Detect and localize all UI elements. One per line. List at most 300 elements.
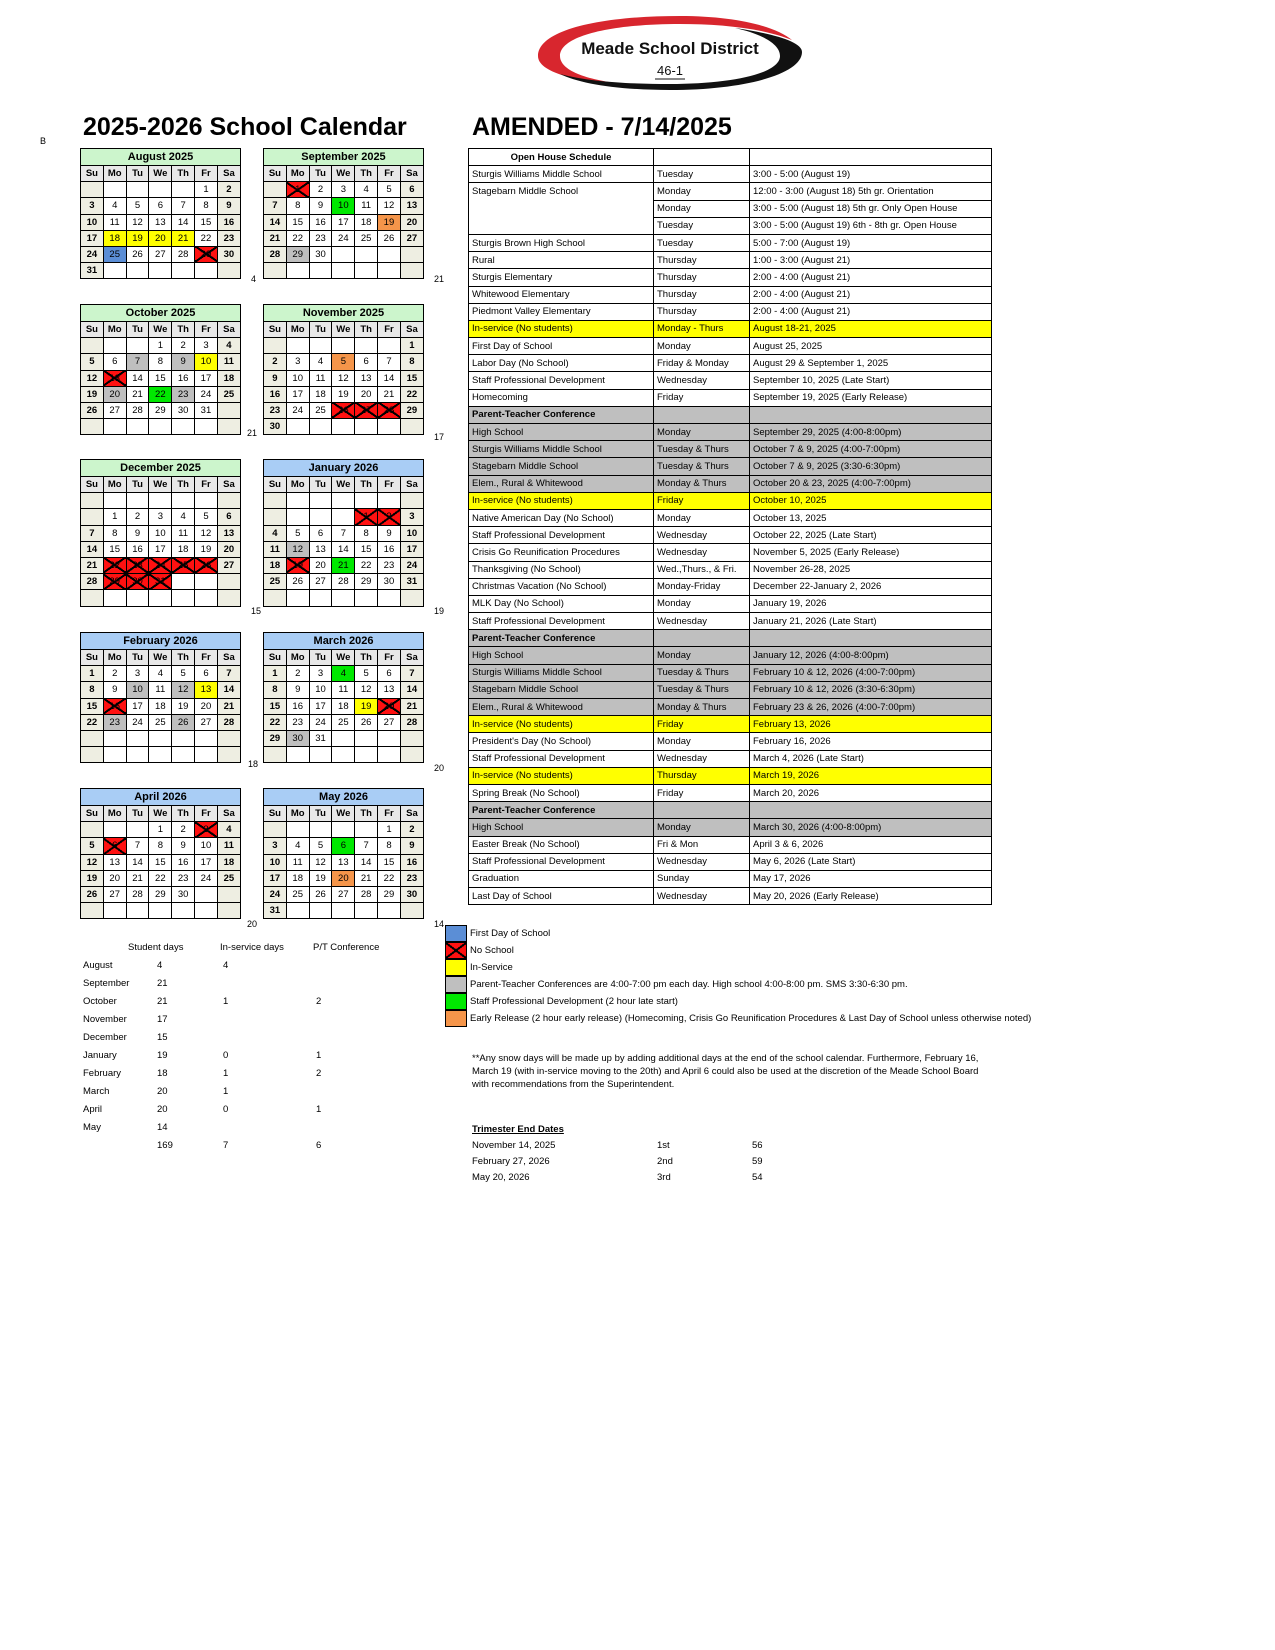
snow-day-note: **Any snow days will be made up by adding additional days at the end of the school calendar. Furthermore, February 16, March 19 (with in-service moving to the 20th) and April 6 could also be used at the discretion of the Meade School Board with recommendations from the Superintendent. bbox=[472, 1053, 979, 1090]
day-cell: 21 bbox=[400, 698, 423, 714]
day-header: Sa bbox=[217, 477, 240, 493]
day-cell: 23 bbox=[286, 714, 309, 730]
event-date: 2:00 - 4:00 (August 21) bbox=[750, 269, 992, 286]
month-title: October 2025 bbox=[81, 305, 241, 322]
legend-label: Parent-Teacher Conferences are 4:00-7:00 pm each day. High school 4:00-8:00 pm. SMS 3:30-6:30 pm. bbox=[470, 979, 908, 990]
day-cell bbox=[172, 590, 195, 606]
day-cell: 11 bbox=[149, 682, 172, 698]
day-cell bbox=[264, 590, 287, 606]
legend-item bbox=[445, 993, 1031, 1010]
day-count-cell: 18 bbox=[157, 1068, 168, 1079]
day-cell bbox=[172, 747, 195, 763]
day-cell bbox=[103, 590, 126, 606]
event-name: Stagebarn Middle School bbox=[469, 183, 654, 200]
day-cell bbox=[172, 493, 195, 509]
schedule-row bbox=[469, 595, 992, 612]
event-date: 3:00 - 5:00 (August 18) 5th gr. Only Open House bbox=[750, 200, 992, 217]
event-name: Sturgis Williams Middle School bbox=[469, 664, 654, 681]
day-cell bbox=[149, 263, 172, 279]
event-name: Sturgis Brown High School bbox=[469, 234, 654, 251]
day-cell bbox=[195, 886, 218, 902]
day-cell: 6 bbox=[332, 838, 355, 854]
day-header: Tu bbox=[309, 322, 332, 338]
schedule-row bbox=[469, 509, 992, 526]
day-cell: 4 bbox=[217, 822, 240, 838]
day-header: Th bbox=[355, 806, 378, 822]
event-name: Parent-Teacher Conference bbox=[469, 406, 654, 423]
day-cell: 3 bbox=[332, 182, 355, 198]
day-cell bbox=[81, 493, 104, 509]
day-cell: 27 bbox=[378, 714, 401, 730]
day-cell: 23 bbox=[400, 870, 423, 886]
day-cell: 18 bbox=[355, 214, 378, 230]
day-cell: 19 bbox=[172, 698, 195, 714]
event-name bbox=[469, 217, 654, 234]
day-cell: 28 bbox=[378, 402, 401, 418]
event-name: High School bbox=[469, 819, 654, 836]
day-cell bbox=[355, 822, 378, 838]
day-count-cell: 1 bbox=[223, 1068, 229, 1079]
day-cell: 19 bbox=[378, 214, 401, 230]
day-cell: 22 bbox=[286, 230, 309, 246]
event-date: October 20 & 23, 2025 (4:00-7:00pm) bbox=[750, 475, 992, 492]
schedule-row bbox=[469, 217, 992, 234]
day-cell: 14 bbox=[355, 854, 378, 870]
day-cell bbox=[332, 903, 355, 919]
day-header: Mo bbox=[286, 166, 309, 182]
event-date: March 30, 2026 (4:00-8:00pm) bbox=[750, 819, 992, 836]
day-cell: 14 bbox=[172, 214, 195, 230]
day-cell bbox=[286, 419, 309, 435]
day-cell: 9 bbox=[264, 370, 287, 386]
trimester-cell: May 20, 2026 bbox=[472, 1172, 530, 1183]
day-cell: 23 bbox=[103, 714, 126, 730]
event-name: Elem., Rural & Whitewood bbox=[469, 699, 654, 716]
day-cell: 20 bbox=[309, 557, 332, 573]
trimester-cell: 1st bbox=[657, 1140, 670, 1151]
legend-label: No School bbox=[470, 945, 514, 956]
day-cell: 4 bbox=[309, 354, 332, 370]
day-cell: 12 bbox=[195, 525, 218, 541]
day-cell bbox=[81, 747, 104, 763]
day-cell: 12 bbox=[286, 541, 309, 557]
day-count-cell: 21 bbox=[157, 996, 168, 1007]
day-cell: 13 bbox=[332, 854, 355, 870]
day-cell: 1 bbox=[81, 666, 104, 682]
event-date: January 19, 2026 bbox=[750, 595, 992, 612]
day-cell: 3 bbox=[286, 354, 309, 370]
day-header: Fr bbox=[378, 650, 401, 666]
day-cell: 31 bbox=[264, 903, 287, 919]
day-cell bbox=[103, 419, 126, 435]
day-cell: 1 bbox=[103, 509, 126, 525]
day-cell: 30 bbox=[309, 246, 332, 262]
event-day: Monday & Thurs bbox=[654, 475, 750, 492]
day-header: Su bbox=[81, 166, 104, 182]
day-cell: 13 bbox=[378, 682, 401, 698]
day-cell: 5 bbox=[332, 354, 355, 370]
day-cell: 18 bbox=[309, 386, 332, 402]
day-header: Mo bbox=[103, 806, 126, 822]
event-day: Friday bbox=[654, 492, 750, 509]
day-cell: 2 bbox=[126, 509, 149, 525]
month-day-count: 21 bbox=[434, 274, 445, 284]
event-name: First Day of School bbox=[469, 338, 654, 355]
day-header: Su bbox=[81, 806, 104, 822]
day-cell: 30 bbox=[217, 246, 240, 262]
day-cell: 23 bbox=[264, 402, 287, 418]
day-cell bbox=[355, 747, 378, 763]
schedule-row bbox=[469, 286, 992, 303]
day-cell: 30 bbox=[286, 730, 309, 746]
day-cell: 29 bbox=[264, 730, 287, 746]
trimester-row bbox=[472, 1156, 763, 1172]
day-cell bbox=[217, 903, 240, 919]
event-day: Tuesday & Thurs bbox=[654, 441, 750, 458]
trimester-cell: 56 bbox=[752, 1140, 763, 1151]
day-cell bbox=[309, 493, 332, 509]
amended-title: AMENDED - 7/14/2025 bbox=[472, 113, 732, 141]
day-count-cell: 21 bbox=[157, 978, 168, 989]
day-cell: 19 bbox=[195, 541, 218, 557]
schedule-row bbox=[469, 613, 992, 630]
day-cell: 6 bbox=[355, 354, 378, 370]
day-cell: 19 bbox=[286, 557, 309, 573]
day-cell: 16 bbox=[286, 698, 309, 714]
day-header: Fr bbox=[195, 477, 218, 493]
event-day: Monday bbox=[654, 819, 750, 836]
day-cell bbox=[126, 822, 149, 838]
day-cell bbox=[400, 747, 423, 763]
day-cell bbox=[264, 182, 287, 198]
event-day: Friday bbox=[654, 784, 750, 801]
day-cell bbox=[195, 419, 218, 435]
day-cell: 6 bbox=[149, 198, 172, 214]
day-cell bbox=[103, 493, 126, 509]
day-cell bbox=[81, 590, 104, 606]
day-cell: 8 bbox=[149, 838, 172, 854]
day-count-cell: 1 bbox=[223, 996, 229, 1007]
day-header: We bbox=[149, 477, 172, 493]
day-count-cell: 1 bbox=[223, 1086, 229, 1097]
day-cell: 1 bbox=[195, 182, 218, 198]
day-cell: 23 bbox=[172, 870, 195, 886]
schedule-row bbox=[469, 424, 992, 441]
legend-item bbox=[445, 942, 1031, 959]
schedule-row bbox=[469, 406, 992, 423]
day-cell: 15 bbox=[355, 541, 378, 557]
day-cell: 31 bbox=[400, 574, 423, 590]
day-header: Th bbox=[355, 477, 378, 493]
day-cell bbox=[355, 246, 378, 262]
day-cell: 12 bbox=[309, 854, 332, 870]
schedule-header: Open House Schedule bbox=[469, 149, 654, 166]
day-count-cell: 17 bbox=[157, 1014, 168, 1025]
day-cell: 12 bbox=[126, 214, 149, 230]
day-cell: 23 bbox=[309, 230, 332, 246]
day-cell: 13 bbox=[103, 370, 126, 386]
month-calendar bbox=[80, 304, 241, 435]
month-day-count: 4 bbox=[251, 274, 257, 284]
day-header: We bbox=[332, 650, 355, 666]
day-cell: 10 bbox=[309, 682, 332, 698]
event-day: Tuesday bbox=[654, 234, 750, 251]
day-cell bbox=[81, 182, 104, 198]
schedule-row bbox=[469, 441, 992, 458]
day-cell: 9 bbox=[309, 198, 332, 214]
day-cell bbox=[286, 590, 309, 606]
day-cell: 1 bbox=[286, 182, 309, 198]
day-cell: 1 bbox=[264, 666, 287, 682]
day-cell: 6 bbox=[103, 838, 126, 854]
event-day: Fri & Mon bbox=[654, 836, 750, 853]
legend-item bbox=[445, 925, 1031, 942]
event-date: 3:00 - 5:00 (August 19) 6th - 8th gr. Open House bbox=[750, 217, 992, 234]
event-name: Rural bbox=[469, 252, 654, 269]
day-cell bbox=[217, 590, 240, 606]
day-cell: 6 bbox=[400, 182, 423, 198]
event-date: 3:00 - 5:00 (August 19) bbox=[750, 166, 992, 183]
day-cell: 16 bbox=[309, 214, 332, 230]
day-header: Su bbox=[264, 322, 287, 338]
day-header: Mo bbox=[103, 477, 126, 493]
day-cell bbox=[400, 903, 423, 919]
day-cell bbox=[195, 747, 218, 763]
day-cell: 29 bbox=[355, 574, 378, 590]
day-cell: 5 bbox=[81, 838, 104, 854]
schedule-row bbox=[469, 320, 992, 337]
day-header: Th bbox=[172, 166, 195, 182]
event-date: December 22-January 2, 2026 bbox=[750, 578, 992, 595]
day-cell: 18 bbox=[103, 230, 126, 246]
event-day: Monday bbox=[654, 733, 750, 750]
trimester-title: Trimester End Dates bbox=[472, 1124, 564, 1135]
schedule-row bbox=[469, 853, 992, 870]
day-header: Fr bbox=[195, 166, 218, 182]
day-cell: 9 bbox=[126, 525, 149, 541]
day-cell: 29 bbox=[103, 574, 126, 590]
day-header: Mo bbox=[103, 650, 126, 666]
month-title: August 2025 bbox=[81, 149, 241, 166]
day-cell: 4 bbox=[355, 182, 378, 198]
event-day: Monday bbox=[654, 595, 750, 612]
schedule-row bbox=[469, 389, 992, 406]
day-cell: 24 bbox=[195, 870, 218, 886]
day-header: Th bbox=[355, 322, 378, 338]
event-day bbox=[654, 406, 750, 423]
schedule-row bbox=[469, 888, 992, 905]
day-cell: 28 bbox=[126, 402, 149, 418]
day-cell: 3 bbox=[81, 198, 104, 214]
day-count-cell: 1 bbox=[316, 1104, 322, 1115]
day-cell: 13 bbox=[217, 525, 240, 541]
day-cell: 25 bbox=[172, 557, 195, 573]
day-cell bbox=[378, 419, 401, 435]
day-cell: 5 bbox=[286, 525, 309, 541]
event-date: October 7 & 9, 2025 (3:30-6:30pm) bbox=[750, 458, 992, 475]
page-title: 2025-2026 School Calendar bbox=[83, 113, 407, 141]
day-cell: 4 bbox=[286, 838, 309, 854]
day-cell bbox=[172, 730, 195, 746]
legend-label: In-Service bbox=[470, 962, 513, 973]
day-count-cell: 20 bbox=[157, 1104, 168, 1115]
month-day-count: 18 bbox=[248, 759, 259, 769]
schedule-row bbox=[469, 647, 992, 664]
day-header: Mo bbox=[286, 650, 309, 666]
day-count-cell: 4 bbox=[157, 960, 163, 971]
day-cell: 31 bbox=[309, 730, 332, 746]
event-name: Staff Professional Development bbox=[469, 527, 654, 544]
legend-swatch bbox=[445, 925, 467, 942]
day-cell: 3 bbox=[149, 509, 172, 525]
day-cell bbox=[378, 747, 401, 763]
trimester-row bbox=[472, 1140, 763, 1156]
day-cell: 3 bbox=[126, 666, 149, 682]
month-calendar bbox=[263, 788, 424, 919]
month-calendar bbox=[80, 632, 241, 763]
day-cell: 14 bbox=[126, 854, 149, 870]
legend-swatch bbox=[445, 959, 467, 976]
day-cell bbox=[103, 730, 126, 746]
event-date: April 3 & 6, 2026 bbox=[750, 836, 992, 853]
day-header: Su bbox=[81, 322, 104, 338]
day-cell bbox=[172, 263, 195, 279]
event-name: Native American Day (No School) bbox=[469, 509, 654, 526]
day-cell: 26 bbox=[355, 714, 378, 730]
day-count-cell: 20 bbox=[157, 1086, 168, 1097]
day-count-cell: 15 bbox=[157, 1032, 168, 1043]
day-cell: 20 bbox=[400, 214, 423, 230]
day-cell bbox=[286, 903, 309, 919]
day-cell: 15 bbox=[400, 370, 423, 386]
day-cell bbox=[400, 730, 423, 746]
event-name: Graduation bbox=[469, 870, 654, 887]
day-cell: 9 bbox=[217, 198, 240, 214]
day-cell: 10 bbox=[400, 525, 423, 541]
event-name: Staff Professional Development bbox=[469, 372, 654, 389]
event-date: 12:00 - 3:00 (August 18) 5th gr. Orientation bbox=[750, 183, 992, 200]
day-header: Sa bbox=[217, 166, 240, 182]
day-cell: 1 bbox=[378, 822, 401, 838]
day-cell: 6 bbox=[309, 525, 332, 541]
month-title: May 2026 bbox=[264, 789, 424, 806]
event-date: October 13, 2025 bbox=[750, 509, 992, 526]
day-cell: 10 bbox=[149, 525, 172, 541]
day-cell: 28 bbox=[81, 574, 104, 590]
day-cell: 21 bbox=[126, 870, 149, 886]
event-name: Thanksgiving (No School) bbox=[469, 561, 654, 578]
schedule-row bbox=[469, 681, 992, 698]
day-cell bbox=[195, 493, 218, 509]
event-date: September 10, 2025 (Late Start) bbox=[750, 372, 992, 389]
day-cell: 25 bbox=[217, 870, 240, 886]
day-cell bbox=[400, 419, 423, 435]
day-cell: 18 bbox=[332, 698, 355, 714]
day-cell bbox=[309, 747, 332, 763]
month-day-count: 14 bbox=[434, 919, 445, 929]
day-cell: 18 bbox=[217, 370, 240, 386]
day-cell: 1 bbox=[400, 338, 423, 354]
event-day: Tuesday bbox=[654, 217, 750, 234]
day-cell bbox=[149, 747, 172, 763]
day-cell: 24 bbox=[332, 230, 355, 246]
day-cell: 18 bbox=[264, 557, 287, 573]
day-cell: 11 bbox=[217, 838, 240, 854]
day-cell: 22 bbox=[81, 714, 104, 730]
day-count-column: In-service days bbox=[220, 942, 284, 953]
day-cell: 19 bbox=[81, 870, 104, 886]
day-cell: 5 bbox=[309, 838, 332, 854]
day-cell: 22 bbox=[195, 230, 218, 246]
day-cell bbox=[149, 493, 172, 509]
day-cell: 2 bbox=[103, 666, 126, 682]
day-cell: 19 bbox=[355, 698, 378, 714]
event-name: High School bbox=[469, 424, 654, 441]
event-name: In-service (No students) bbox=[469, 492, 654, 509]
day-cell: 28 bbox=[355, 886, 378, 902]
day-header: Th bbox=[172, 650, 195, 666]
day-cell: 15 bbox=[195, 214, 218, 230]
day-cell: 17 bbox=[400, 541, 423, 557]
day-cell: 13 bbox=[400, 198, 423, 214]
schedule-row bbox=[469, 561, 992, 578]
event-day: Friday bbox=[654, 389, 750, 406]
schedule-row bbox=[469, 784, 992, 801]
day-cell: 22 bbox=[103, 557, 126, 573]
day-cell: 12 bbox=[172, 682, 195, 698]
day-cell bbox=[355, 338, 378, 354]
event-day: Wednesday bbox=[654, 613, 750, 630]
day-cell: 28 bbox=[126, 886, 149, 902]
day-count-cell: 1 bbox=[316, 1050, 322, 1061]
event-name: In-service (No students) bbox=[469, 320, 654, 337]
day-cell bbox=[103, 182, 126, 198]
event-day: Sunday bbox=[654, 870, 750, 887]
day-count-cell: September bbox=[83, 978, 130, 989]
day-cell: 22 bbox=[264, 714, 287, 730]
day-cell: 20 bbox=[195, 698, 218, 714]
legend-label: First Day of School bbox=[470, 928, 551, 939]
day-cell: 8 bbox=[81, 682, 104, 698]
day-cell bbox=[126, 419, 149, 435]
day-cell: 28 bbox=[217, 714, 240, 730]
day-cell bbox=[126, 903, 149, 919]
day-cell: 26 bbox=[332, 402, 355, 418]
event-day: Tuesday & Thurs bbox=[654, 681, 750, 698]
event-day: Wed.,Thurs., & Fri. bbox=[654, 561, 750, 578]
day-cell: 23 bbox=[126, 557, 149, 573]
day-cell: 23 bbox=[172, 386, 195, 402]
day-count-cell: November bbox=[83, 1014, 127, 1025]
day-cell: 18 bbox=[217, 854, 240, 870]
day-count-cell: August bbox=[83, 960, 113, 971]
day-count-cell: 14 bbox=[157, 1122, 168, 1133]
day-header: Fr bbox=[195, 806, 218, 822]
day-cell bbox=[378, 263, 401, 279]
day-cell: 3 bbox=[264, 838, 287, 854]
event-date: 1:00 - 3:00 (August 21) bbox=[750, 252, 992, 269]
day-cell: 24 bbox=[195, 386, 218, 402]
schedule-row bbox=[469, 699, 992, 716]
day-cell bbox=[126, 493, 149, 509]
legend-item bbox=[445, 976, 1031, 993]
day-cell: 24 bbox=[286, 402, 309, 418]
day-header: Mo bbox=[286, 322, 309, 338]
event-day: Monday bbox=[654, 183, 750, 200]
event-day: Friday & Monday bbox=[654, 355, 750, 372]
day-cell: 13 bbox=[149, 214, 172, 230]
event-day: Monday bbox=[654, 647, 750, 664]
